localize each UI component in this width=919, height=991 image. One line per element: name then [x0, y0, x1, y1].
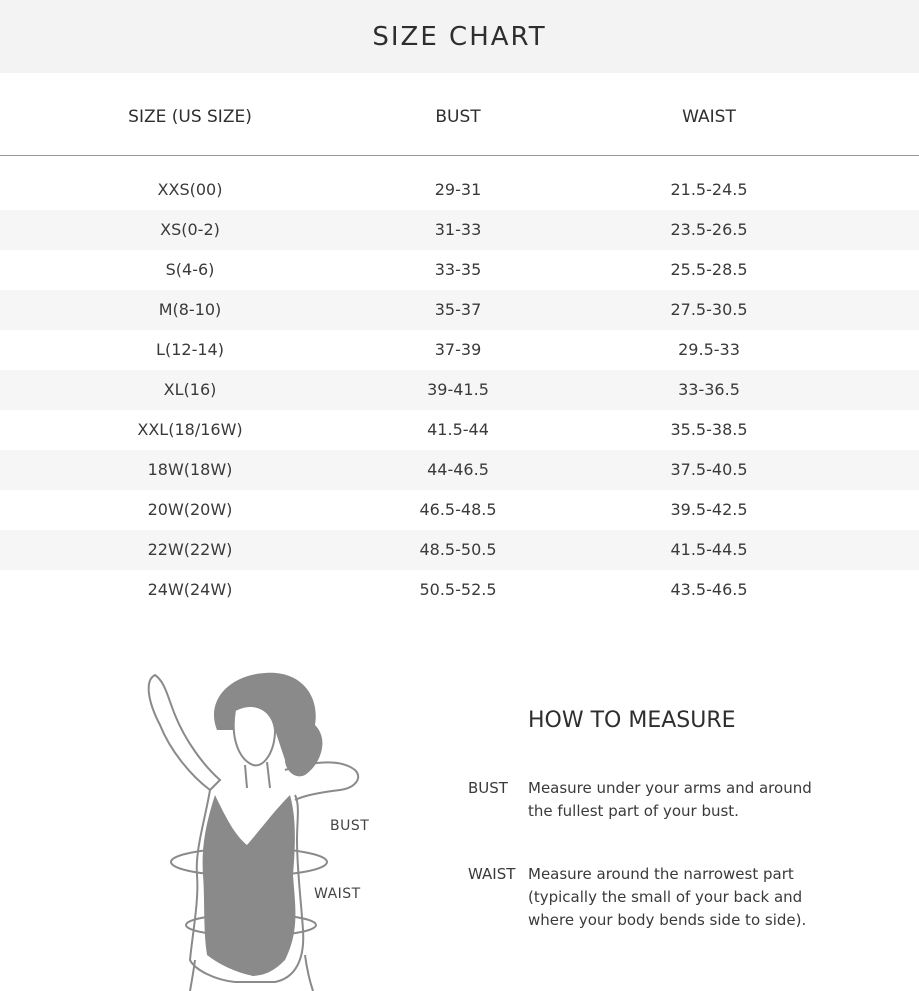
size-cell: S(4-6) — [165, 260, 215, 279]
bust-cell: 44-46.5 — [427, 460, 489, 479]
page-title: SIZE CHART — [372, 21, 547, 52]
waist-cell: 25.5-28.5 — [670, 260, 748, 279]
table-row — [0, 170, 919, 210]
waist-cell: 33-36.5 — [678, 380, 740, 399]
waist-cell: 21.5-24.5 — [670, 180, 748, 199]
measure-description — [528, 777, 908, 823]
table-row — [0, 490, 919, 530]
table-row — [0, 210, 919, 250]
table-header — [0, 73, 919, 156]
measure-line: (typically the small of your back and — [528, 888, 803, 906]
bust-cell: 29-31 — [434, 180, 482, 199]
bust-cell: 35-37 — [434, 300, 482, 319]
bust-cell: 48.5-50.5 — [419, 540, 497, 559]
measure-line: Measure around the narrowest part — [528, 865, 794, 883]
table-row — [0, 570, 919, 610]
size-cell: 24W(24W) — [147, 580, 233, 599]
measure-label: WAIST — [468, 865, 516, 883]
how-to-measure-title: HOW TO MEASURE — [528, 708, 736, 733]
waist-cell: 35.5-38.5 — [670, 420, 748, 439]
bust-cell: 33-35 — [434, 260, 482, 279]
table-row — [0, 330, 919, 370]
waist-cell: 27.5-30.5 — [670, 300, 748, 319]
table-row — [0, 290, 919, 330]
size-cell: XXS(00) — [157, 180, 223, 199]
measure-section — [0, 640, 919, 991]
bust-cell: 31-33 — [434, 220, 482, 239]
measure-label: BUST — [468, 779, 508, 797]
size-cell: XXL(18/16W) — [137, 420, 243, 439]
column-header-bust: BUST — [435, 107, 481, 127]
bust-cell: 39-41.5 — [427, 380, 489, 399]
waist-cell: 37.5-40.5 — [670, 460, 748, 479]
table-row — [0, 250, 919, 290]
size-cell: XL(16) — [163, 380, 217, 399]
size-cell: 20W(20W) — [147, 500, 233, 519]
column-header-waist: WAIST — [682, 107, 736, 127]
figure-bust-label: BUST — [330, 818, 370, 834]
figure-waist-label: WAIST — [314, 886, 361, 902]
waist-cell: 43.5-46.5 — [670, 580, 748, 599]
table-row — [0, 530, 919, 570]
column-header-size: SIZE (US SIZE) — [128, 107, 252, 127]
bust-cell: 50.5-52.5 — [419, 580, 497, 599]
bust-cell: 37-39 — [434, 340, 482, 359]
measure-description — [528, 863, 908, 932]
size-table-body — [0, 170, 919, 610]
size-cell: 22W(22W) — [147, 540, 233, 559]
title-bar — [0, 0, 919, 73]
measure-line: the fullest part of your bust. — [528, 802, 739, 820]
size-cell: 18W(18W) — [147, 460, 233, 479]
size-cell: XS(0-2) — [160, 220, 220, 239]
bust-cell: 46.5-48.5 — [419, 500, 497, 519]
waist-cell: 29.5-33 — [678, 340, 740, 359]
table-row — [0, 370, 919, 410]
size-cell: M(8-10) — [158, 300, 222, 319]
measure-line: Measure under your arms and around — [528, 779, 812, 797]
bust-cell: 41.5-44 — [427, 420, 489, 439]
waist-cell: 41.5-44.5 — [670, 540, 748, 559]
size-cell: L(12-14) — [156, 340, 224, 359]
table-row — [0, 410, 919, 450]
table-row — [0, 450, 919, 490]
waist-cell: 23.5-26.5 — [670, 220, 748, 239]
waist-cell: 39.5-42.5 — [670, 500, 748, 519]
measure-line: where your body bends side to side). — [528, 911, 807, 929]
